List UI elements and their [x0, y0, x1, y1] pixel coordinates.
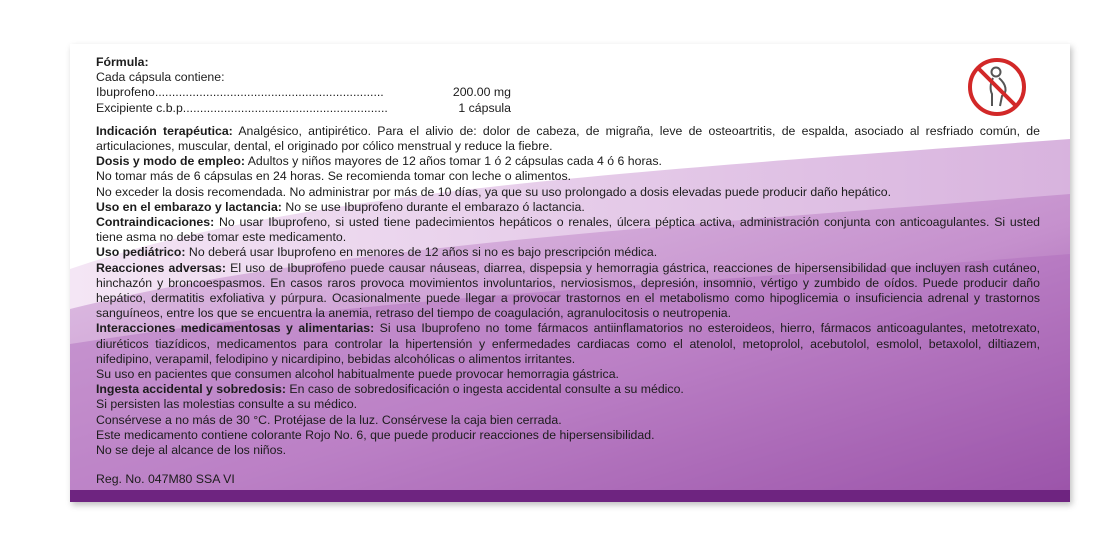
ingredient-row — [96, 101, 1040, 116]
interacciones-label: Interacciones medicamentosas y alimentarias: — [96, 321, 375, 336]
pediatrico-label: Uso pediátrico: — [96, 245, 186, 260]
footer-line: No se deje al alcance de los niños. — [96, 443, 287, 458]
reacciones-label: Reacciones adversas: — [96, 260, 226, 275]
ingredient-name: Ibuprofeno — [96, 85, 155, 100]
embarazo-paragraph — [96, 200, 1040, 215]
dosis-line: No tomar más de 6 cápsulas en 24 horas. Se recomienda tomar con leche o alimentos. — [96, 169, 572, 184]
ingredient-dots: ................................................................... — [154, 85, 384, 100]
ingesta-label: Ingesta accidental y sobredosis: — [96, 382, 286, 397]
dosis-label: Dosis y modo de empleo: — [96, 154, 245, 169]
interacciones-paragraph — [96, 321, 1040, 367]
interacciones-text: Si usa Ibuprofeno no tome fármacos antiinflamatorios no esteroideos, hierro, fármacos anticoagulantes, metotrexato, diuréticos tiazídicos, medicamentos para controlar la hipertensión y enfermedades cardiacas como el atenolol, metoprolol, acebutolol, esmolol, betaxolol, diltiazem, nifedipino, verapamil, felodipino y nicardipino, bebidas alcohólicas o alimentos irritantes. — [96, 321, 1040, 366]
ingredient-qty: 200.00 mg — [452, 85, 511, 100]
ingredient-row — [96, 85, 1040, 100]
pediatrico-text: No deberá usar Ibuprofeno en menores de 12 años si no es bajo prescripción médica. — [185, 245, 658, 260]
ingredient-name: Excipiente c.b.p. — [96, 100, 187, 115]
footer-line: Consérvese a no más de 30 °C. Protéjase de la luz. Consérvese la caja bien cerrada. — [96, 412, 562, 427]
contraindicaciones-paragraph — [96, 215, 1040, 245]
dosis-text: Adultos y niños mayores de 12 años tomar 1 ó 2 cápsulas cada 4 ó 6 horas. — [244, 154, 662, 169]
package-panel — [70, 44, 1070, 502]
ingredient-dots: ........................................................... — [186, 100, 388, 115]
contraindicaciones-text: No usar Ibuprofeno, si usted tiene padecimientos hepáticos o renales, úlcera péptica activa, administración conjunta con anticoagulantes. Si usted tiene asma no debe tomar este medicamento. — [96, 215, 1040, 245]
formula-section — [96, 55, 1040, 116]
reacciones-paragraph — [96, 261, 1040, 322]
embarazo-label: Uso en el embarazo y lactancia: — [96, 199, 282, 214]
formula-title: Fórmula: — [96, 55, 149, 69]
indicacion-paragraph — [96, 124, 1040, 154]
contraindicaciones-label: Contraindicaciones: — [96, 215, 215, 230]
registration-number: Reg. No. 047M80 SSA VI — [96, 472, 235, 486]
indicacion-label: Indicación terapéutica: — [96, 123, 233, 138]
formula-subtitle: Cada cápsula contiene: — [96, 70, 225, 85]
footer-line: Este medicamento contiene colorante Rojo No. 6, que puede producir reacciones de hipersensibilidad. — [96, 427, 655, 442]
ingesta-text: En caso de sobredosificación o ingesta accidental consulte a su médico. — [285, 382, 684, 397]
reacciones-text: El uso de Ibuprofeno puede causar náuseas, diarrea, dispepsia y hemorragia gástrica, reacciones de hipersensibilidad que incluyen rash cutáneo, hinchazón y broncoespasmos. En casos raros provoca movimientos involuntarios, nerviosismos, depresión, insomnio, vértigo y zumbido de oídos. Puede producir daño hepático, dermatitis exfoliativa y púrpura. Ocasionalmente puede llegar a provocar trastornos en el metabolismo como hipoglicemia o insuficiencia adrenal y trastornos sanguíneos, entre los que se encuentra la anemia, retraso del tiempo de coagulación, agranulocitosis o neutropenia. — [96, 260, 1040, 321]
indicacion-text: Analgésico, antipirético. Para el alivio de: dolor de cabeza, de migraña, leve de osteoartritis, de espalda, asociado al resfriado común, de articulaciones, muscular, dental, el originado por cólico menstrual y reduce la fiebre. — [96, 123, 1040, 154]
ingredient-qty: 1 cápsula — [458, 100, 511, 115]
pediatrico-paragraph — [96, 245, 1040, 260]
ingesta-paragraph — [96, 382, 1040, 397]
footer-line: Si persisten las molestias consulte a su médico. — [96, 397, 358, 412]
leaflet-text — [96, 55, 1040, 458]
interacciones-line: Su uso en pacientes que consumen alcohol habitualmente puede provocar hemorragia gástrica. — [96, 367, 619, 382]
embarazo-text: No se use Ibuprofeno durante el embarazo ó lactancia. — [281, 199, 585, 214]
dosis-line: No exceder la dosis recomendada. No administrar por más de 10 días, ya que su uso prolongado a dosis elevadas puede producir daño hepático. — [96, 184, 892, 199]
dosis-paragraph — [96, 154, 1040, 169]
